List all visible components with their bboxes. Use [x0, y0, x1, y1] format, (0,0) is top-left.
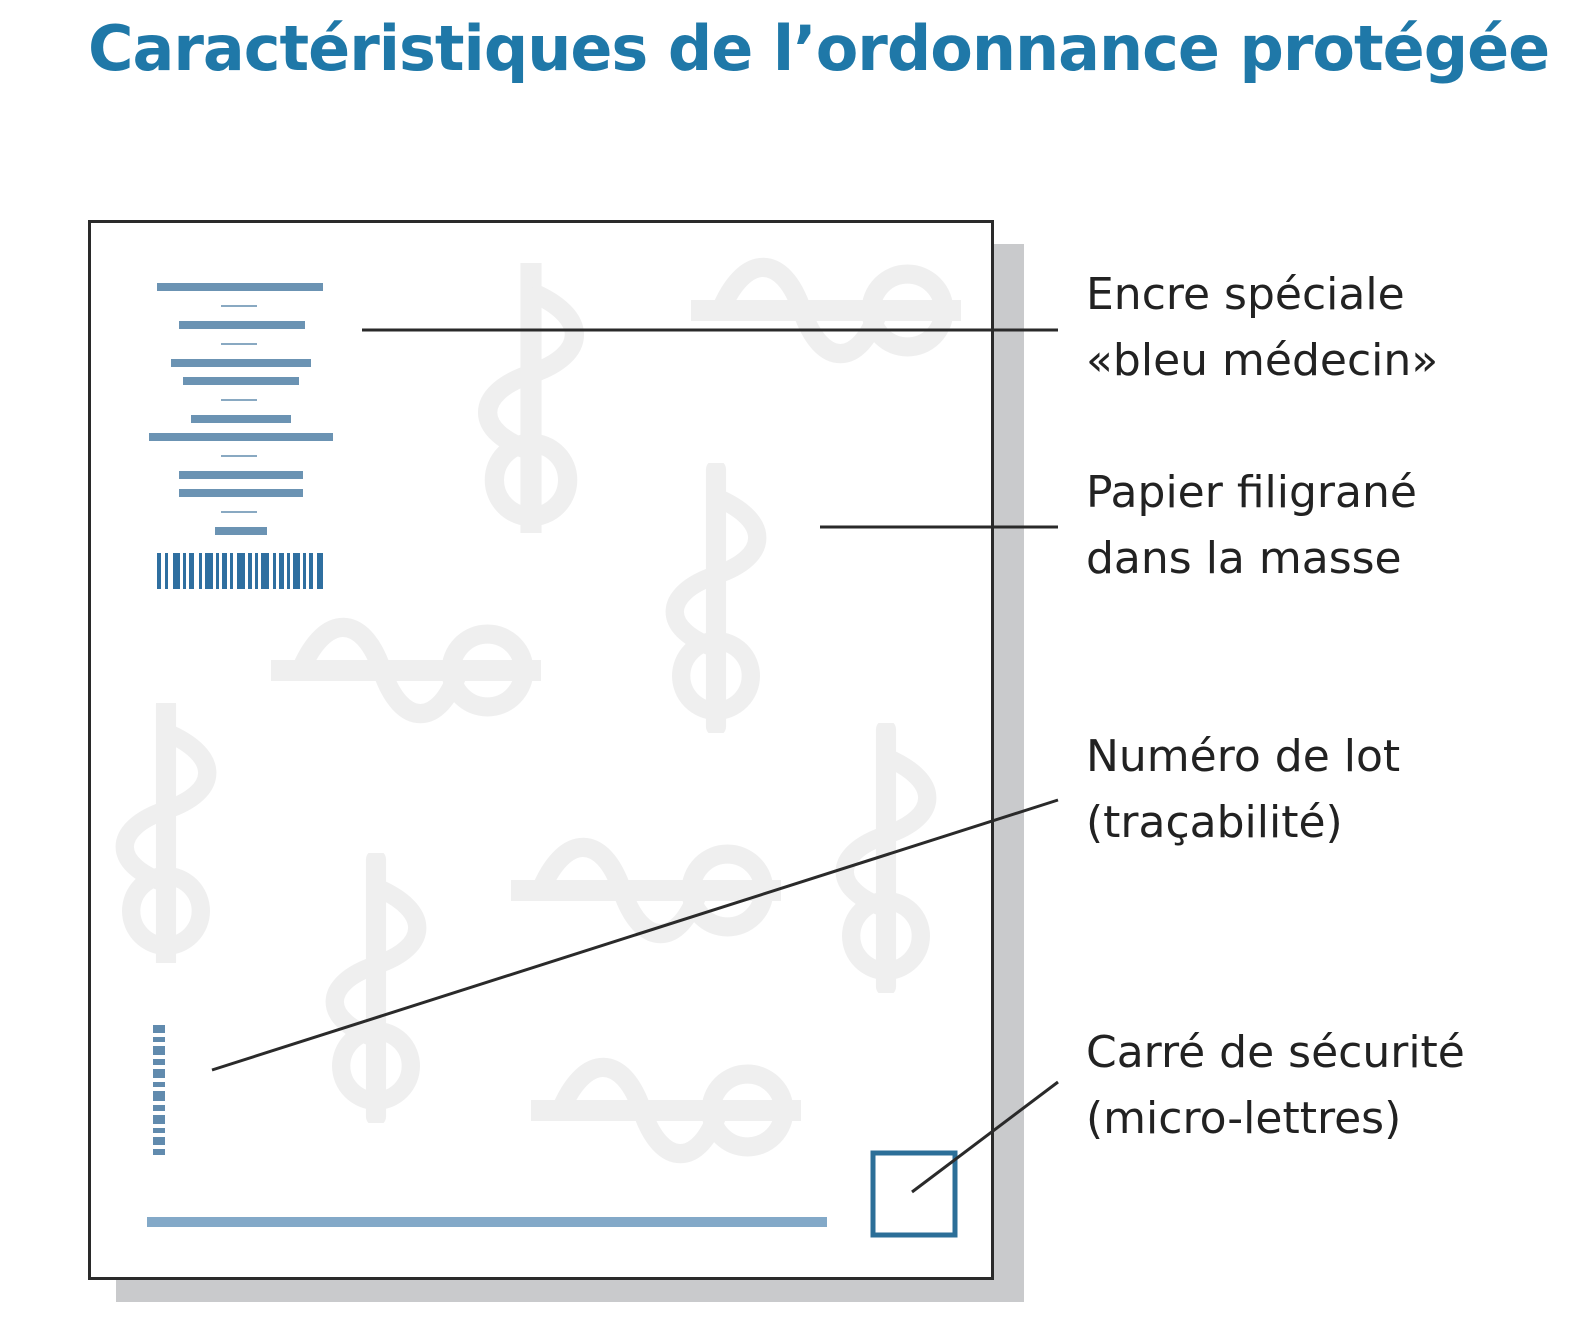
prescription-sheet	[88, 220, 994, 1280]
caduceus-watermark-icon	[125, 705, 208, 962]
caduceus-watermark-icon	[675, 470, 758, 727]
prescriber-block	[149, 283, 333, 535]
page-title: Caractéristiques de l’ordonnance protégée	[88, 12, 1550, 85]
feature-label-square: Carré de sécurité (micro-lettres)	[1086, 1027, 1465, 1144]
caduceus-watermark-icon	[272, 627, 540, 713]
feature-label-ink: Encre spéciale «bleu médecin»	[1086, 269, 1439, 386]
caduceus-watermark-icon	[488, 263, 575, 533]
barcode-icon	[157, 553, 323, 589]
watermark-pattern	[125, 263, 960, 1154]
lot-number-vertical	[153, 1025, 165, 1155]
security-square-icon	[873, 1153, 955, 1235]
prescription-illustration	[91, 223, 994, 1280]
caduceus-watermark-icon	[512, 847, 780, 933]
feature-label-lot: Numéro de lot (traçabilité)	[1086, 731, 1401, 848]
caduceus-watermark-icon	[845, 730, 928, 987]
caduceus-watermark-icon	[692, 267, 960, 353]
feature-label-watermark: Papier filigrané dans la masse	[1086, 467, 1417, 584]
caduceus-watermark-icon	[335, 860, 418, 1117]
micro-text-line	[147, 1217, 827, 1227]
caduceus-watermark-icon	[532, 1067, 800, 1153]
